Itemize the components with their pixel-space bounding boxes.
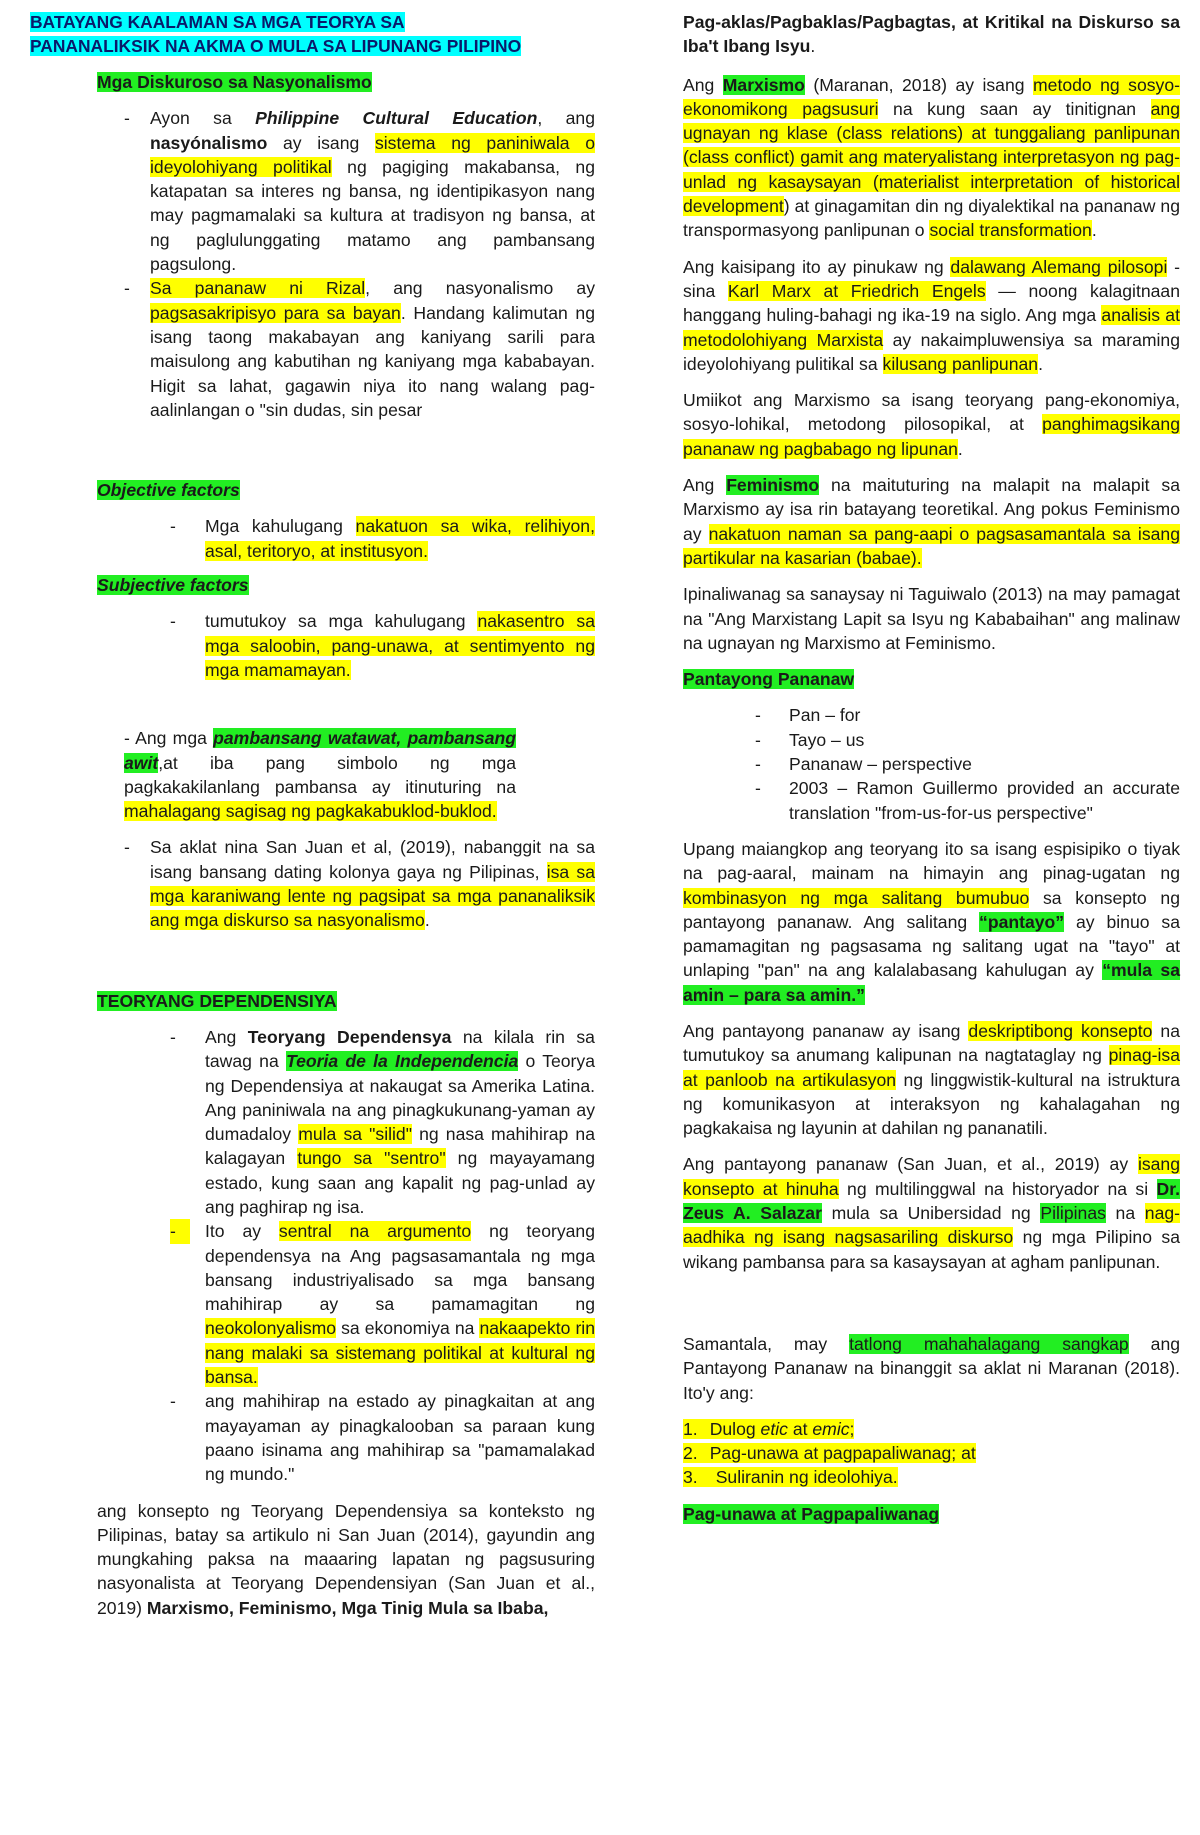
list-item: 3. Suliranin ng ideolohiya. [683, 1467, 898, 1488]
title-line-2: PANANALIKSIK NA AKMA O MULA SA LIPUNANG PILIPINO [30, 36, 522, 56]
list-item: - tumutukoy sa mga kahulugang nakasentro sa mga saloobin, pang-unawa, at sentimyento ng mga mamamayan. [170, 611, 595, 680]
subjective-factors-heading: Subjective factors [97, 575, 249, 596]
dependensiya-heading: TEORYANG DEPENDENSIYA [97, 990, 337, 1011]
list-item: - 2003 – Ramon Guillermo provided an accurate translation "from-us-for-us perspective" [755, 778, 1180, 823]
list-item: - Sa aklat nina San Juan et al, (2019), nabanggit na sa isang bansang dating kolonya gaya ng Pilipinas, isa sa mga karaniwang lente ng pagsipat sa mga pananaliksik ang mga diskurso sa nasyonalismo. [124, 837, 595, 931]
list-item: - Pananaw – perspective [755, 754, 972, 775]
list-item: - Ito ay sentral na argumento ng teoryang dependensya na Ang pagsasamantala ng mga bansang industriyalisado sa mga bansang mahihirap ay sa pamamagitan ng neokolonyalismo sa ekonomiya na nakaapekto rin nang malaki sa sistemang politikal at kultural ng bansa. [170, 1221, 595, 1388]
sangkap-list [683, 1417, 1180, 1490]
marxismo-paragraph-3: Umiikot ang Marxismo sa isang teoryang pang-ekonomiya, sosyo-lohikal, metodong pilosopikal, at panghimagsikang pananaw ng pagbabago ng lipunan. [683, 390, 1180, 459]
feminismo-paragraph-1: Ang Feminismo na maituturing na malapit na malapit sa Marxismo ay isa rin batayang teoretikal. Ang pokus Feminismo ay nakatuon naman sa pang-aapi o pagsasamantala sa isang partikular na kasarian (babae). [683, 475, 1180, 568]
feminismo-paragraph-2: Ipinaliwanag sa sanaysay ni Taguiwalo (2013) na may pamagat na "Ang Marxistang Lapit sa Isyu ng Kababaihan" ang malinaw na ugnayan ng Marxismo at Feminismo. [683, 584, 1180, 653]
list-item: 2. Pag-unawa at pagpapaliwanag; at [683, 1443, 976, 1464]
pantayo-paragraph-4: Samantala, may tatlong mahahalagang sangkap ang Pantayong Pananaw na binanggit sa aklat ni Maranan (2018). Ito'y ang: [683, 1333, 1181, 1403]
pantayo-paragraph-3: Ang pantayong pananaw (San Juan, et al., 2019) ay isang konsepto at hinuha ng multilinggwal na historyador na si Dr. Zeus A. Salazar mula sa Unibersidad ng Pilipinas na nag-aadhika ng isang nagsasariling diskurso ng mga Pilipino sa wikang pambansa para sa kasaysayan at agham panlipunan. [683, 1154, 1180, 1272]
continued-heading: Pag-aklas/Pagbaklas/Pagbagtas, at Kritikal na Diskurso sa Iba't Ibang Isyu. [683, 12, 1180, 57]
right-column [683, 10, 1180, 1526]
aklat-list [30, 835, 595, 932]
nasyonalismo-heading: Mga Diskuroso sa Nasyonalismo [97, 72, 372, 92]
objective-list [30, 514, 595, 563]
list-item: - Tayo – us [755, 729, 865, 750]
page-title [30, 10, 595, 58]
title-line-1: BATAYANG KAALAMAN SA MGA TEORYA SA [30, 12, 405, 32]
list-item: - Ang Teoryang Dependensya na kilala rin sa tawag na Teoria de la Independencia o Teorya ng Dependensiya at nakaugat sa Amerika Latina. Ang paniniwala na ang pinagkukunang-yaman ay dumadaloy mula sa "silid" ng nasa mahihirap na kalagayan tungo sa "sentro" ng mayayamang estado, kung saan ang kapalit ng pag-unlad ay ang paghirap ng isa. [170, 1026, 595, 1217]
list-item: - Mga kahulugang nakatuon sa wika, relihiyon, asal, teritoryo, at institusyon. [170, 516, 595, 561]
dependensiya-closing: ang konsepto ng Teoryang Dependensiya sa konteksto ng Pilipinas, batay sa artikulo ni San Juan (2014), gayundin ang mungkahing paksa na maaaring lapatan ng pagsusuring nasyonalista at Teoryang Dependensiyan (San Juan et al., 2019) Marxismo, Feminismo, Mga Tinig Mula sa Ibaba, [97, 1500, 595, 1618]
marxismo-paragraph-2: Ang kaisipang ito ay pinukaw ng dalawang Alemang pilosopi - sina Karl Marx at Friedrich Engels — noong kalagitnaan hanggang huling-bahagi ng ika-19 na siglo. Ang mga analisis at metodolohiyang Marxista ay nakaimpluwensiya sa maraming ideyolohiyang pulitikal sa kilusang panlipunan. [683, 256, 1180, 374]
list-item: - Pan – for [755, 705, 861, 726]
dependensiya-list [30, 1025, 595, 1487]
pag-unawa-heading: Pag-unawa at Pagpapaliwanag [683, 1503, 940, 1524]
left-column [30, 10, 595, 1620]
subjective-list [30, 609, 595, 682]
pantayo-paragraph-1: Upang maiangkop ang teoryang ito sa isang espisipiko o tiyak na pag-aaral, mainam na himayin ang pinag-ugatan ng kombinasyon ng mga salitang bumubuo sa konsepto ng pantayong pananaw. Ang salitang “pantayo” ay binuo sa pamamagitan ng pagsasama ng salitang ugat na "tayo" at unlaping "pan" na ang kalalabasang kahulugan ay “mula sa amin – para sa amin.” [683, 838, 1180, 1005]
marxismo-paragraph-1: Ang Marxismo (Maranan, 2018) ay isang metodo ng sosyo-ekonomikong pagsusuri na kung saan ay tinitignan ang ugnayan ng klase (class relations) at tunggaliang panlipunan (class conflict) gamit ang materyalistang interpretasyon ng pag-unlad ng kasaysayan (materialist interpretation of historical development) at ginagamitan din ng diyalektikal na pananaw ng transpormasyong panlipunan o social transformation. [683, 74, 1180, 241]
simbolo-paragraph: - Ang mga pambansang watawat, pambansang awit,at iba pang simbolo ng mga pagkakakilanlang pambansa ay itinuturing na mahalagang sagisag ng pagkakabuklod-buklod. [124, 728, 516, 822]
list-item: - Sa pananaw ni Rizal, ang nasyonalismo ay pagsasakripisyo para sa bayan. Handang kalimutan ng isang taong makabayan ang kaniyang sarili para maisulong ang kabutihan ng kaniyang mga kababayan. Higit sa lahat, gagawin niya ito nang walang pag-aalinlangan o "sin dudas, sin pesar [124, 278, 595, 420]
list-item: - Ayon sa Philippine Cultural Education, ang nasyónalismo ay isang sistema ng paniniwala o ideyolohiyang politikal ng pagiging makabansa, ng katapatan sa interes ng bansa, ng identipikasyon nang may pagmamalaki sa kultura at tradisyon ng bansa, at ng paglulunggating matamo ang pambansang pagsulong. [124, 108, 595, 275]
nasyonalismo-list [30, 106, 595, 422]
list-item: - ang mahihirap na estado ay pinagkaitan at ang mayayaman ay pinagkalooban sa paraan kung paano isinama ang mahihirap sa "pamamalakad ng mundo." [170, 1391, 595, 1485]
list-item: 1. Dulog etic at emic; [683, 1418, 855, 1439]
pantayong-pananaw-heading: Pantayong Pananaw [683, 669, 855, 690]
objective-factors-heading: Objective factors [97, 480, 240, 501]
pantayo-list [683, 703, 1180, 824]
pantayo-paragraph-2: Ang pantayong pananaw ay isang deskriptibong konsepto na tumutukoy sa anumang kalipunan na nagtataglay ng pinag-isa at panloob na artikulasyon ng linggwistik-kultural na istruktura ng komunikasyon at interaksyon ng kahalagahan ng pagkakaisa ng layunin at dahilan ng pananatili. [683, 1020, 1180, 1139]
